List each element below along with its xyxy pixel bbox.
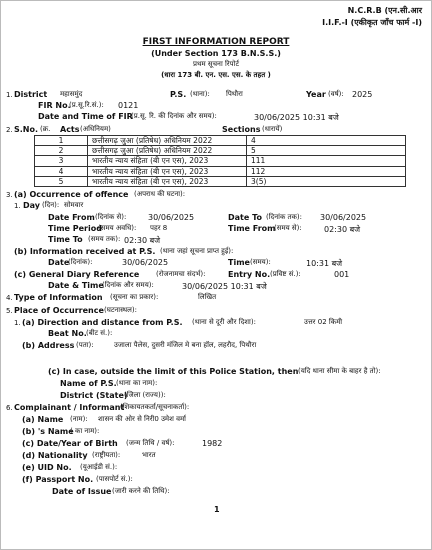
fir-datetime-value: 30/06/2025 10:31 बजे xyxy=(254,113,339,122)
gd-datetime-label: Date & Time xyxy=(48,281,104,290)
time-to-value: 02:30 बजे xyxy=(124,236,161,245)
place-label-hindi: (घटनास्थल): xyxy=(104,306,137,314)
complainant-label-hindi: (शिकायतकर्ता/सूचनाकर्ता): xyxy=(120,403,190,411)
gd-reference-label: (c) General Diary Reference xyxy=(14,270,140,279)
fir-datetime-label-hindi: (प्र.सू. रि. की दिनांक और समय): xyxy=(131,112,217,120)
fir-datetime-label: Date and Time of FIR xyxy=(38,112,133,121)
info-type-label: Type of Information xyxy=(14,293,103,302)
s2-number: 2. xyxy=(6,126,13,134)
info-time-label-hindi: (समय): xyxy=(250,258,271,266)
passport-label: (f) Passport No. xyxy=(22,475,94,484)
date-from-value: 30/06/2025 xyxy=(148,213,195,222)
acts-table xyxy=(34,135,406,187)
district-label: District xyxy=(14,90,48,99)
day-label-hindi: (दिन): xyxy=(42,201,60,209)
relative-name-label: (b) 's Name xyxy=(22,427,74,436)
section-cell: 3(5) xyxy=(247,176,406,186)
act-cell: भारतीय न्याय संहिता (बी एन एस), 2023 xyxy=(88,176,247,186)
occurrence-label-hindi: (अपराध की घटना): xyxy=(134,190,186,198)
day-label: Day xyxy=(23,201,41,210)
acts-table-row xyxy=(35,176,406,186)
col-sections-header-hindi: (धारायें) xyxy=(262,125,283,133)
direction-label-hindi: (थाना से दूरी और दिशा): xyxy=(192,318,256,326)
ps-name-label-hindi: (थाना का नाम): xyxy=(116,379,158,387)
ps-label: P.S. xyxy=(170,90,187,99)
info-type-label-hindi: (सूचना का प्रकार): xyxy=(110,293,159,301)
direction-label: (a) Direction and distance from P.S. xyxy=(22,318,183,327)
ncrb-header: N.C.R.B (एन.सी.आर xyxy=(347,6,422,15)
col-sections-header: Sections xyxy=(222,125,261,134)
name-value: शासन की ओर से निरी0 उमेश वर्मा xyxy=(98,415,186,423)
date-of-issue-label-hindi: (जारी करने की तिथि): xyxy=(112,487,170,495)
beat-label: Beat No. xyxy=(48,329,87,338)
section-cell: 4 xyxy=(247,136,406,146)
occurrence-label: (a) Occurrence of offence xyxy=(14,190,129,199)
report-subtitle: (Under Section 173 B.N.S.S.) xyxy=(151,49,281,58)
time-period-label: Time Period xyxy=(48,224,102,233)
nationality-label: (d) Nationality xyxy=(22,451,88,460)
date-from-label: Date From xyxy=(48,213,95,222)
gd-datetime-value: 30/06/2025 10:31 बजे xyxy=(182,282,267,291)
sno-cell: 4 xyxy=(35,166,88,176)
col-sno-header: S.No. xyxy=(14,125,39,134)
date-from-label-hindi: (दिनांक से): xyxy=(95,213,127,221)
time-period-value: पहर 8 xyxy=(150,224,168,232)
gd-reference-label-hindi: (रोजनामचा संदर्भ): xyxy=(156,270,206,278)
outside-district-label-hindi: (जिला (राज्य)): xyxy=(124,391,166,399)
date-to-label: Date To xyxy=(228,213,262,222)
sno-cell: 1 xyxy=(35,136,88,146)
year-label: Year xyxy=(306,90,326,99)
info-time-label: Time xyxy=(228,258,250,267)
name-label: (a) Name xyxy=(22,415,64,424)
dob-label-hindi: (जन्म तिथि / वर्ष): xyxy=(126,439,175,447)
time-to-label-hindi: (समय तक): xyxy=(88,235,121,243)
info-received-label-hindi: (थाना जहां सूचना प्राप्त हुई): xyxy=(160,247,234,255)
fir-label: FIR No. xyxy=(38,101,71,110)
s5a-number: 1. xyxy=(14,319,21,327)
time-to-label: Time To xyxy=(48,235,83,244)
outside-district-label: District (State) xyxy=(60,391,128,400)
day-number: 1. xyxy=(14,202,21,210)
sno-cell: 5 xyxy=(35,176,88,186)
info-type-value: लिखित xyxy=(198,293,217,301)
time-from-label: Time From xyxy=(228,224,276,233)
report-section-hindi: (धारा 173 बी. एन. एस. एस. के तहत ) xyxy=(161,71,271,79)
date-of-issue-label: Date of Issue xyxy=(52,487,112,496)
entry-no-label-hindi: (प्रविष्ट सं.): xyxy=(270,270,301,278)
date-to-label-hindi: (दिनांक तक): xyxy=(266,213,303,221)
section-cell: 5 xyxy=(247,146,406,156)
complainant-label: Complainant / Informant xyxy=(14,403,125,412)
info-date-label-hindi: (दिनांक): xyxy=(68,258,93,266)
s6-number: 6. xyxy=(6,404,13,412)
iif-header: I.I.F.-I (एकीकृत जाँच फार्म -I) xyxy=(322,18,422,27)
name-label-hindi: (नाम): xyxy=(70,415,88,423)
act-cell: भारतीय न्याय संहिता (बी एन एस), 2023 xyxy=(88,166,247,176)
address-label: (b) Address xyxy=(22,341,75,350)
info-date-label: Date xyxy=(48,258,70,267)
section-cell: 111 xyxy=(247,156,406,166)
acts-table-row xyxy=(35,156,406,166)
time-from-value: 02:30 बजे xyxy=(324,225,361,234)
col-sno-header-hindi: (क्र. xyxy=(40,125,51,133)
outside-ps-label-hindi: (यदि थाना सीमा के बाहर है तो): xyxy=(298,367,381,375)
act-cell: भारतीय न्याय संहिता (बी एन एस), 2023 xyxy=(88,156,247,166)
acts-table-row xyxy=(35,146,406,156)
dob-label: (c) Date/Year of Birth xyxy=(22,439,118,448)
district-value: महासमुंद xyxy=(60,90,83,98)
ps-label-hindi: (थाना): xyxy=(190,90,210,98)
s4-number: 4. xyxy=(6,294,13,302)
nationality-label-hindi: (राष्ट्रीयता): xyxy=(92,451,121,459)
sno-cell: 3 xyxy=(35,156,88,166)
section-cell: 112 xyxy=(247,166,406,176)
fir-label-hindi: (प्र.सू.रि.सं.): xyxy=(69,101,104,109)
year-value: 2025 xyxy=(352,90,373,99)
beat-label-hindi: (बीट सं.): xyxy=(86,329,113,337)
uid-label-hindi: (यूआईडी सं.): xyxy=(80,463,118,471)
act-cell: छत्तीसगढ़ जुआ (प्रतिषेध) अधिनियम 2022 xyxy=(88,146,247,156)
year-label-hindi: (वर्ष): xyxy=(328,90,344,98)
col-acts-header-hindi: (अधिनियम) xyxy=(80,125,111,133)
info-time-value: 10:31 बजे xyxy=(306,259,343,268)
ps-name-label: Name of P.S. xyxy=(60,379,117,388)
entry-no-value: 001 xyxy=(334,270,350,279)
outside-ps-label: (c) In case, outside the limit of this Police Station, then xyxy=(48,367,299,376)
passport-label-hindi: (पासपोर्ट सं.): xyxy=(96,475,133,483)
info-date-value: 30/06/2025 xyxy=(122,258,169,267)
gd-datetime-label-hindi: (दिनांक और समय): xyxy=(102,281,154,289)
date-to-value: 30/06/2025 xyxy=(320,213,367,222)
report-title-hindi: प्रथम सूचना रिपोर्ट xyxy=(193,60,239,68)
entry-no-label: Entry No. xyxy=(228,270,271,279)
s5-number: 5. xyxy=(6,307,13,315)
nationality-value: भारत xyxy=(142,451,156,459)
time-period-label-hindi: (समय अवधि): xyxy=(98,224,137,232)
info-received-label: (b) Information received at P.S. xyxy=(14,247,156,256)
address-label-hindi: (पता): xyxy=(76,341,94,349)
col-acts-header: Acts xyxy=(60,125,80,134)
time-from-label-hindi: (समय से): xyxy=(274,224,302,232)
fir-value: 0121 xyxy=(118,101,139,110)
page-number: 1 xyxy=(214,505,220,514)
s1-number: 1. xyxy=(6,91,13,99)
ps-value: पिथौरा xyxy=(226,90,243,98)
acts-table-row xyxy=(35,136,406,146)
report-title: FIRST INFORMATION REPORT xyxy=(142,37,290,47)
address-value: उजाला पैलेस, दुसरी मंजिल मे बना हॉल, लहरौद, पिथौरा xyxy=(114,341,257,349)
place-label: Place of Occurrence xyxy=(14,306,104,315)
relative-name-label-hindi: ( का नाम): xyxy=(70,427,100,435)
act-cell: छत्तीसगढ़ जुआ (प्रतिषेध) अधिनियम 2022 xyxy=(88,136,247,146)
s3-number: 3. xyxy=(6,191,13,199)
sno-cell: 2 xyxy=(35,146,88,156)
day-value: सोमवार xyxy=(64,201,84,209)
acts-table-row xyxy=(35,166,406,176)
direction-value: उत्तर 02 किमी xyxy=(304,318,343,326)
uid-label: (e) UID No. xyxy=(22,463,72,472)
dob-value: 1982 xyxy=(202,439,223,448)
